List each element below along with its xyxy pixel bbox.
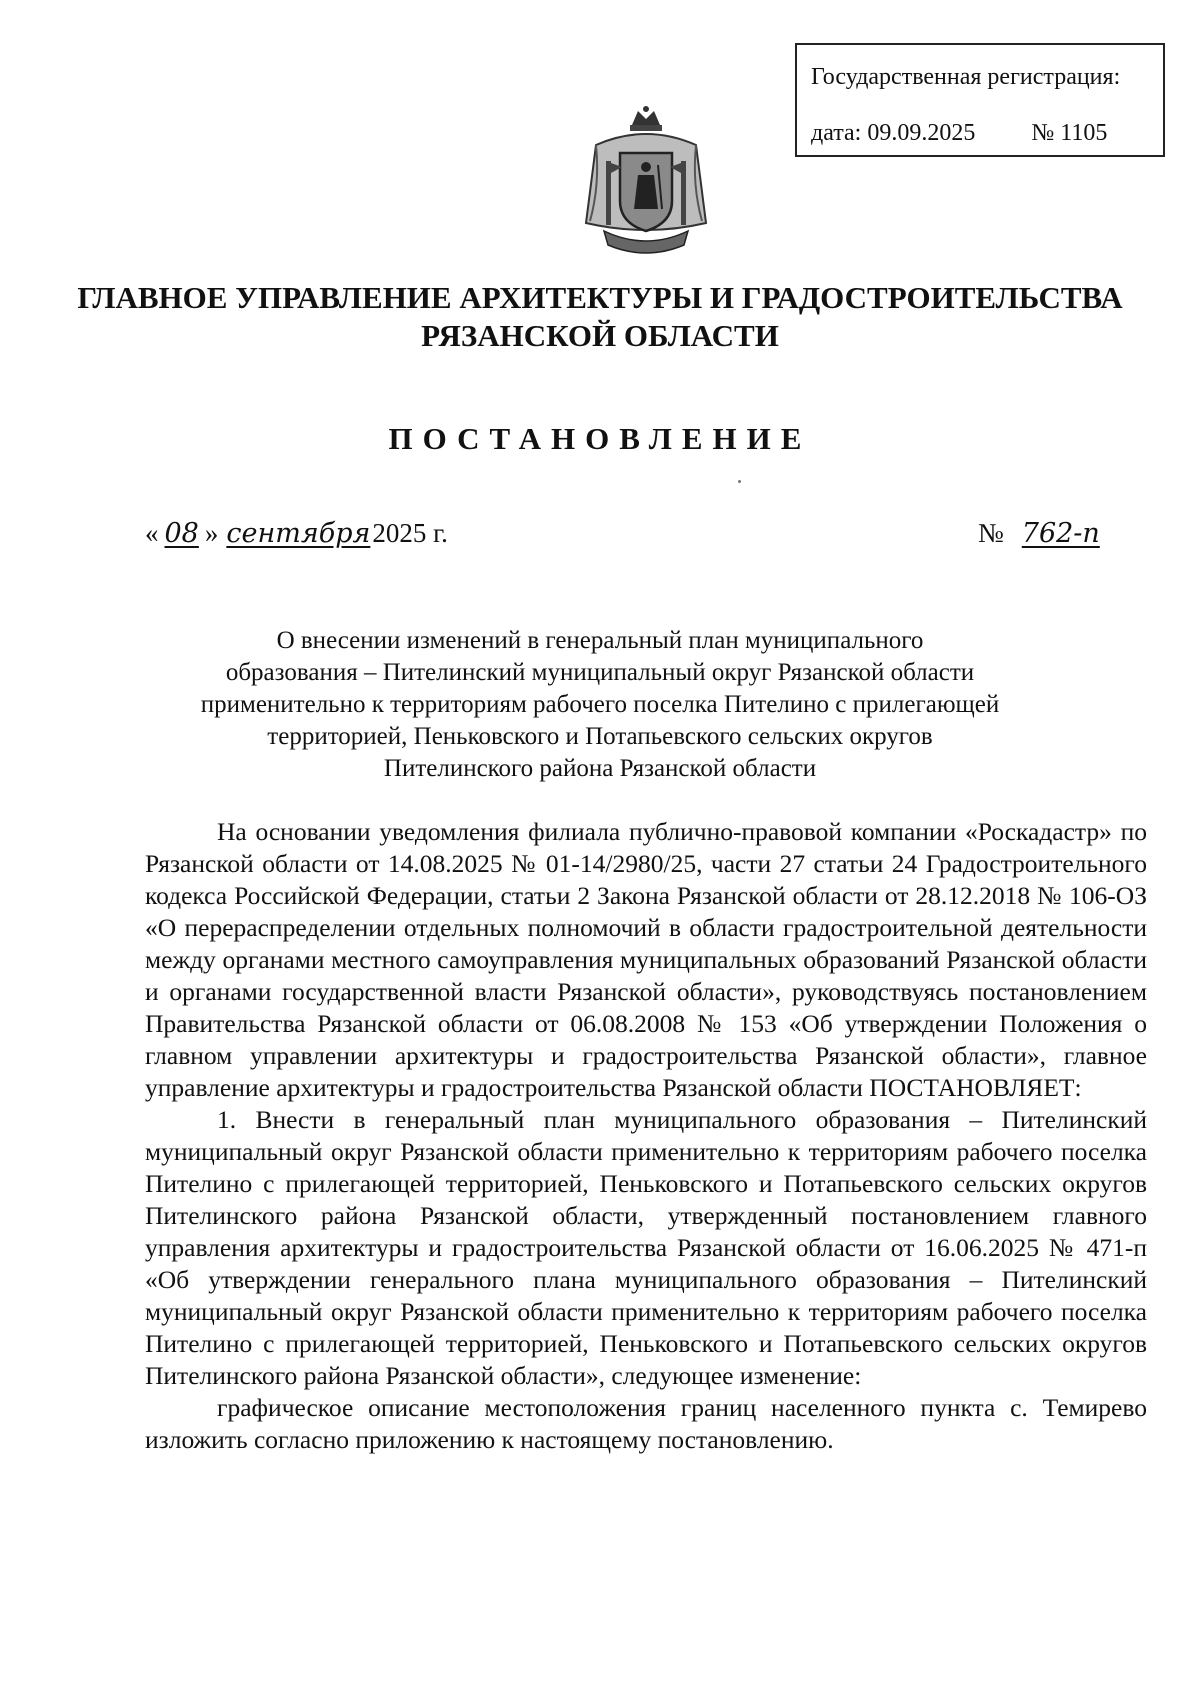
date-day-handwritten: 08 — [164, 518, 199, 549]
number-label: № — [978, 518, 1004, 548]
registration-details — [811, 121, 1163, 145]
subject-line: О внесении изменений в генеральный план муниципального — [276, 627, 924, 654]
date-month-handwritten: сентября — [226, 518, 371, 549]
number-value-handwritten: 762-п — [1021, 518, 1100, 549]
org-title-line1: ГЛАВНОЕ УПРАВЛЕНИЕ АРХИТЕКТУРЫ И ГРАДОСТРОИТЕЛЬСТВА — [77, 280, 1123, 315]
subject-line: применительно к территориям рабочего поселка Пителино с прилегающей — [200, 691, 1000, 718]
body-paragraph-preamble: На основании уведомления филиала публично-правовой компании «Роскадастр» по Рязанской области от 14.08.2025 № 01-14/2980/25, части 27 статьи 24 Градостроительного кодекса Российской Федерации, статьи 2 Закона Рязанской области от 28.12.2018 № 106-ОЗ «О перераспределении отдельных полномочий в области градостроительной деятельности между органами местного самоуправления муниципальных образований Рязанской области и органами государственной власти Рязанской области», руководствуясь постановлением Правительства Рязанской области от 06.08.2008 № 153 «Об утверждении Положения о главном управлении архитектуры и градостроительства Рязанской области», главное управление архитектуры и градостроительства Рязанской области ПОСТАНОВЛЯЕТ: — [145, 817, 1147, 1102]
subject-line: Пителинского района Рязанской области — [383, 755, 817, 782]
decorative-dot — [738, 480, 741, 483]
document-kind: ПОСТАНОВЛЕНИЕ — [388, 421, 812, 456]
subject-line: образования – Пителинский муниципальный округ Рязанской области — [225, 659, 975, 686]
date-close-quote: » — [204, 518, 219, 548]
registration-stamp — [795, 43, 1165, 157]
document-number — [978, 518, 1136, 549]
org-title-line2: РЯЗАНСКОЙ ОБЛАСТИ — [421, 318, 779, 353]
registration-title: Государственная регистрация: — [811, 64, 1121, 90]
date-year: 2025 г. — [372, 518, 448, 548]
document-date — [145, 518, 448, 549]
body-paragraph-change: графическое описание местоположения границ населенного пункта с. Темирево изложить согласно приложению к настоящему постановлению. — [145, 1393, 1147, 1454]
ryazan-coat-of-arms-icon — [566, 105, 726, 265]
registration-date: дата: 09.09.2025 — [811, 120, 976, 146]
document-subject — [140, 625, 1060, 785]
registration-number: № 1105 — [1031, 120, 1108, 146]
document-body — [145, 816, 1147, 1456]
date-open-quote: « — [145, 518, 159, 548]
body-paragraph-item-1: 1. Внести в генеральный план муниципального образования – Пителинский муниципальный округ Рязанской области применительно к территориям рабочего поселка Пителино с прилегающей территорией, Пеньковского и Потапьевского сельских округов Пителинского района Рязанской области, утвержденный постановлением главного управления архитектуры и градостроительства Рязанской области от 16.06.2025 № 471-п «Об утверждении генерального плана муниципального образования – Пителинский муниципальный округ Рязанской области применительно к территориям рабочего поселка Пителино с прилегающей территорией, Пеньковского и Потапьевского сельских округов Пителинского района Рязанской области», следующее изменение: — [145, 1105, 1147, 1390]
subject-line: территорией, Пеньковского и Потапьевского сельских округов — [267, 723, 933, 750]
